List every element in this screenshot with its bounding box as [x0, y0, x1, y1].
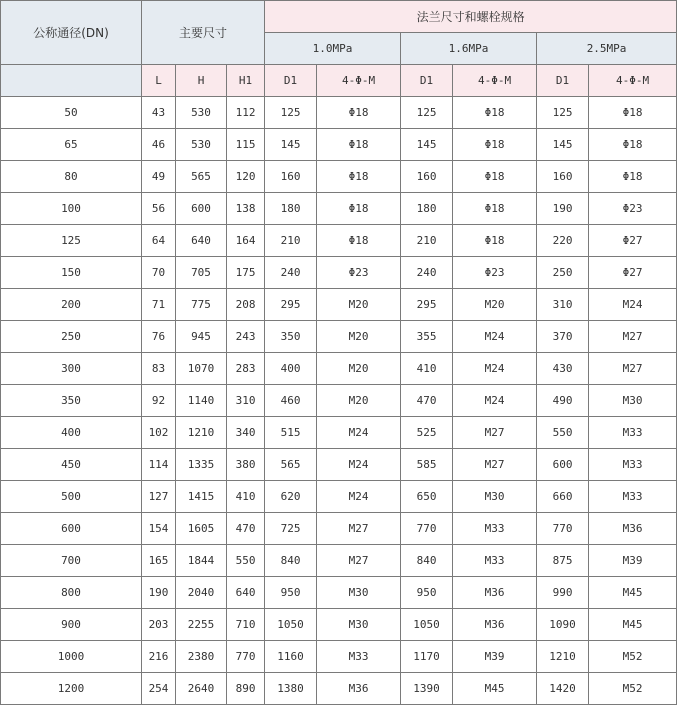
cell-p2-m: Φ18 [453, 193, 537, 225]
nominal-diameter-header: 公称通径(DN) [1, 1, 142, 65]
table-row [1, 193, 677, 225]
cell-p2-d1: 355 [401, 321, 453, 353]
cell-p1-m: M30 [317, 577, 401, 609]
cell-dn: 65 [1, 129, 142, 161]
cell-H1: 410 [227, 481, 265, 513]
cell-L: 76 [142, 321, 176, 353]
cell-p1-m: M24 [317, 449, 401, 481]
pressure-header: 1.0MPa [265, 33, 401, 65]
cell-p1-m: Φ18 [317, 129, 401, 161]
cell-dn: 200 [1, 289, 142, 321]
table-row [1, 385, 677, 417]
cell-p3-m: Φ27 [589, 257, 677, 289]
cell-p1-m: Φ18 [317, 193, 401, 225]
table-row [1, 417, 677, 449]
cell-p3-d1: 125 [537, 97, 589, 129]
cell-H1: 550 [227, 545, 265, 577]
cell-L: 203 [142, 609, 176, 641]
cell-dn: 700 [1, 545, 142, 577]
pressure-header: 1.6MPa [401, 33, 537, 65]
cell-p2-m: M33 [453, 513, 537, 545]
cell-H1: 115 [227, 129, 265, 161]
cell-H: 565 [176, 161, 227, 193]
table-row [1, 481, 677, 513]
cell-H: 1605 [176, 513, 227, 545]
cell-H: 775 [176, 289, 227, 321]
cell-p1-m: M36 [317, 673, 401, 705]
cell-p1-m: Φ18 [317, 97, 401, 129]
cell-p3-m: M39 [589, 545, 677, 577]
cell-dn: 125 [1, 225, 142, 257]
blank-header-cell [1, 65, 142, 97]
cell-p3-m: M24 [589, 289, 677, 321]
cell-p1-m: M30 [317, 609, 401, 641]
cell-p1-m: M27 [317, 545, 401, 577]
table-row [1, 577, 677, 609]
table-row [1, 353, 677, 385]
cell-H1: 890 [227, 673, 265, 705]
cell-dn: 300 [1, 353, 142, 385]
cell-p3-m: Φ23 [589, 193, 677, 225]
cell-L: 114 [142, 449, 176, 481]
cell-dn: 1200 [1, 673, 142, 705]
cell-H1: 640 [227, 577, 265, 609]
cell-H: 2640 [176, 673, 227, 705]
cell-L: 216 [142, 641, 176, 673]
cell-p1-d1: 1050 [265, 609, 317, 641]
cell-p2-d1: 160 [401, 161, 453, 193]
cell-dn: 1000 [1, 641, 142, 673]
cell-p2-m: M20 [453, 289, 537, 321]
cell-p3-d1: 600 [537, 449, 589, 481]
cell-dn: 150 [1, 257, 142, 289]
table-row [1, 321, 677, 353]
cell-p2-d1: 410 [401, 353, 453, 385]
cell-p3-d1: 990 [537, 577, 589, 609]
cell-p1-d1: 950 [265, 577, 317, 609]
cell-H1: 208 [227, 289, 265, 321]
cell-H: 1140 [176, 385, 227, 417]
cell-p2-m: Φ18 [453, 97, 537, 129]
cell-dn: 900 [1, 609, 142, 641]
cell-H: 600 [176, 193, 227, 225]
cell-H: 640 [176, 225, 227, 257]
cell-p3-d1: 250 [537, 257, 589, 289]
cell-L: 71 [142, 289, 176, 321]
cell-H1: 164 [227, 225, 265, 257]
cell-p1-m: Φ18 [317, 225, 401, 257]
cell-p1-m: M24 [317, 417, 401, 449]
cell-L: 70 [142, 257, 176, 289]
cell-H: 705 [176, 257, 227, 289]
cell-p1-m: M20 [317, 353, 401, 385]
cell-p2-d1: 1390 [401, 673, 453, 705]
cell-p3-d1: 1210 [537, 641, 589, 673]
cell-p2-d1: 295 [401, 289, 453, 321]
table-row [1, 609, 677, 641]
cell-L: 83 [142, 353, 176, 385]
cell-p2-d1: 585 [401, 449, 453, 481]
cell-p2-d1: 125 [401, 97, 453, 129]
cell-p2-d1: 950 [401, 577, 453, 609]
cell-p1-d1: 460 [265, 385, 317, 417]
cell-p2-d1: 1170 [401, 641, 453, 673]
cell-H1: 120 [227, 161, 265, 193]
cell-p2-m: M27 [453, 449, 537, 481]
cell-p3-d1: 490 [537, 385, 589, 417]
cell-p3-m: M33 [589, 449, 677, 481]
cell-p3-d1: 430 [537, 353, 589, 385]
cell-dn: 500 [1, 481, 142, 513]
cell-p1-d1: 725 [265, 513, 317, 545]
col-header-L: L [142, 65, 176, 97]
cell-p1-m: M20 [317, 385, 401, 417]
cell-H: 2255 [176, 609, 227, 641]
cell-p1-m: M20 [317, 289, 401, 321]
cell-p3-m: Φ18 [589, 129, 677, 161]
cell-H1: 340 [227, 417, 265, 449]
cell-p1-m: Φ18 [317, 161, 401, 193]
cell-H: 1070 [176, 353, 227, 385]
cell-dn: 80 [1, 161, 142, 193]
cell-p1-m: M33 [317, 641, 401, 673]
cell-p2-m: M24 [453, 353, 537, 385]
cell-p1-d1: 295 [265, 289, 317, 321]
cell-p1-d1: 1380 [265, 673, 317, 705]
cell-H: 2380 [176, 641, 227, 673]
table-row [1, 161, 677, 193]
cell-p3-d1: 370 [537, 321, 589, 353]
cell-dn: 100 [1, 193, 142, 225]
table-row [1, 449, 677, 481]
cell-p2-m: M36 [453, 609, 537, 641]
cell-p3-m: M36 [589, 513, 677, 545]
cell-p3-d1: 1090 [537, 609, 589, 641]
table-row [1, 257, 677, 289]
cell-L: 154 [142, 513, 176, 545]
cell-p2-m: M24 [453, 385, 537, 417]
cell-p1-d1: 350 [265, 321, 317, 353]
cell-H1: 175 [227, 257, 265, 289]
cell-p1-d1: 400 [265, 353, 317, 385]
cell-p2-m: Φ23 [453, 257, 537, 289]
cell-dn: 250 [1, 321, 142, 353]
cell-p3-d1: 190 [537, 193, 589, 225]
col-header-D1: D1 [537, 65, 589, 97]
cell-p1-d1: 515 [265, 417, 317, 449]
cell-p2-m: M30 [453, 481, 537, 513]
cell-L: 56 [142, 193, 176, 225]
table-row [1, 225, 677, 257]
cell-p3-m: Φ18 [589, 161, 677, 193]
cell-p3-d1: 550 [537, 417, 589, 449]
col-header-D1: D1 [265, 65, 317, 97]
cell-p3-d1: 220 [537, 225, 589, 257]
cell-p3-m: M52 [589, 641, 677, 673]
cell-p2-d1: 240 [401, 257, 453, 289]
cell-p3-m: Φ18 [589, 97, 677, 129]
cell-H1: 710 [227, 609, 265, 641]
col-header-bolt: 4-Φ-M [589, 65, 677, 97]
cell-p3-m: Φ27 [589, 225, 677, 257]
cell-p3-m: M52 [589, 673, 677, 705]
table-row [1, 97, 677, 129]
cell-p1-d1: 620 [265, 481, 317, 513]
cell-p1-m: M20 [317, 321, 401, 353]
cell-p1-d1: 840 [265, 545, 317, 577]
cell-p3-d1: 770 [537, 513, 589, 545]
cell-p1-d1: 180 [265, 193, 317, 225]
cell-p2-d1: 525 [401, 417, 453, 449]
cell-dn: 800 [1, 577, 142, 609]
cell-H: 530 [176, 129, 227, 161]
cell-p2-m: Φ18 [453, 225, 537, 257]
table-header [1, 1, 677, 97]
cell-L: 127 [142, 481, 176, 513]
cell-p2-d1: 650 [401, 481, 453, 513]
table-row [1, 641, 677, 673]
table-body [1, 97, 677, 705]
cell-p3-m: M27 [589, 353, 677, 385]
cell-p3-m: M33 [589, 481, 677, 513]
cell-p1-d1: 240 [265, 257, 317, 289]
cell-L: 64 [142, 225, 176, 257]
cell-p3-m: M45 [589, 577, 677, 609]
cell-p2-d1: 1050 [401, 609, 453, 641]
col-header-bolt: 4-Φ-M [317, 65, 401, 97]
cell-p3-m: M30 [589, 385, 677, 417]
cell-L: 102 [142, 417, 176, 449]
cell-p2-m: M27 [453, 417, 537, 449]
cell-L: 49 [142, 161, 176, 193]
cell-p1-d1: 125 [265, 97, 317, 129]
cell-p3-d1: 310 [537, 289, 589, 321]
cell-H1: 380 [227, 449, 265, 481]
cell-L: 43 [142, 97, 176, 129]
table-row [1, 289, 677, 321]
cell-H1: 138 [227, 193, 265, 225]
cell-p1-d1: 1160 [265, 641, 317, 673]
table-row [1, 513, 677, 545]
col-header-bolt: 4-Φ-M [453, 65, 537, 97]
cell-p2-d1: 840 [401, 545, 453, 577]
cell-H: 1210 [176, 417, 227, 449]
cell-p1-m: M27 [317, 513, 401, 545]
cell-p2-m: M36 [453, 577, 537, 609]
cell-p3-d1: 160 [537, 161, 589, 193]
table-row [1, 545, 677, 577]
cell-H1: 310 [227, 385, 265, 417]
cell-p1-d1: 565 [265, 449, 317, 481]
table-row [1, 129, 677, 161]
cell-L: 46 [142, 129, 176, 161]
cell-H1: 470 [227, 513, 265, 545]
cell-L: 165 [142, 545, 176, 577]
col-header-H1: H1 [227, 65, 265, 97]
cell-H1: 283 [227, 353, 265, 385]
cell-p1-d1: 210 [265, 225, 317, 257]
cell-dn: 600 [1, 513, 142, 545]
cell-p3-d1: 145 [537, 129, 589, 161]
col-header-H: H [176, 65, 227, 97]
cell-p2-m: M45 [453, 673, 537, 705]
cell-p2-m: M33 [453, 545, 537, 577]
cell-p2-d1: 470 [401, 385, 453, 417]
cell-p3-m: M27 [589, 321, 677, 353]
cell-H: 945 [176, 321, 227, 353]
cell-p1-m: M24 [317, 481, 401, 513]
cell-H: 1335 [176, 449, 227, 481]
pressure-header: 2.5MPa [537, 33, 677, 65]
cell-p2-d1: 210 [401, 225, 453, 257]
table-row [1, 673, 677, 705]
cell-L: 254 [142, 673, 176, 705]
cell-p3-m: M45 [589, 609, 677, 641]
cell-p3-m: M33 [589, 417, 677, 449]
cell-p1-m: Φ23 [317, 257, 401, 289]
cell-H1: 770 [227, 641, 265, 673]
cell-H1: 112 [227, 97, 265, 129]
cell-H: 1844 [176, 545, 227, 577]
cell-p2-m: Φ18 [453, 129, 537, 161]
cell-H: 1415 [176, 481, 227, 513]
cell-L: 92 [142, 385, 176, 417]
cell-p3-d1: 1420 [537, 673, 589, 705]
cell-p3-d1: 660 [537, 481, 589, 513]
cell-L: 190 [142, 577, 176, 609]
cell-p2-d1: 180 [401, 193, 453, 225]
cell-dn: 450 [1, 449, 142, 481]
cell-p1-d1: 160 [265, 161, 317, 193]
cell-p2-m: M39 [453, 641, 537, 673]
cell-p2-d1: 145 [401, 129, 453, 161]
cell-p1-d1: 145 [265, 129, 317, 161]
cell-H1: 243 [227, 321, 265, 353]
cell-dn: 400 [1, 417, 142, 449]
cell-p2-m: M24 [453, 321, 537, 353]
main-dims-header: 主要尺寸 [142, 1, 265, 65]
col-header-D1: D1 [401, 65, 453, 97]
cell-p2-d1: 770 [401, 513, 453, 545]
flange-header: 法兰尺寸和螺栓规格 [265, 1, 677, 33]
cell-H: 530 [176, 97, 227, 129]
cell-dn: 50 [1, 97, 142, 129]
cell-H: 2040 [176, 577, 227, 609]
cell-dn: 350 [1, 385, 142, 417]
cell-p2-m: Φ18 [453, 161, 537, 193]
cell-p3-d1: 875 [537, 545, 589, 577]
